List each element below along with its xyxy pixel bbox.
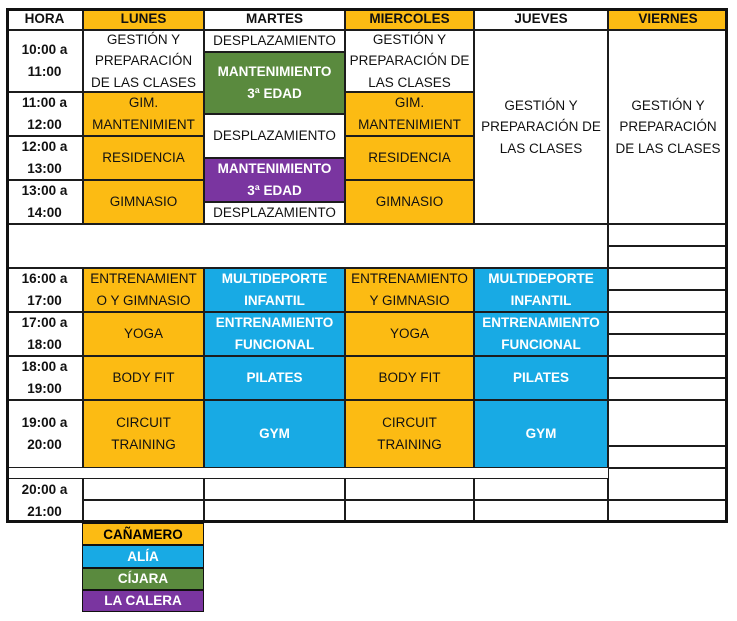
legend-item-canamero: CAÑAMERO [82,523,204,545]
hour-label: 18:00 a 19:00 [6,356,83,400]
lunes-body-fit: BODY FIT [83,356,204,400]
empty-cell [608,312,728,334]
empty-cell [608,468,728,500]
martes-desplazamiento: DESPLAZAMIENTO [204,114,345,158]
hour-label: 17:00 a 18:00 [6,312,83,356]
empty-cell [608,378,728,400]
empty-cell [83,478,204,500]
martes-entrenamiento-funcional: ENTRENAMIENTO FUNCIONAL [204,312,345,356]
empty-cell [83,500,204,523]
miercoles-gim-mantenimiento: GIM. MANTENIMIENT [345,92,474,136]
empty-cell [608,268,728,290]
empty-cell [608,290,728,312]
miercoles-entrenamiento: ENTRENAMIENTO Y GIMNASIO [345,268,474,312]
martes-desplazamiento: DESPLAZAMIENTO [204,202,345,224]
hour-label: 11:00 a 12:00 [6,92,83,136]
hour-label: 20:00 a 21:00 [6,478,83,523]
empty-cell [204,500,345,523]
viernes-gestion: GESTIÓN Y PREPARACIÓN DE LAS CLASES [608,30,728,224]
lunes-residencia: RESIDENCIA [83,136,204,180]
martes-pilates: PILATES [204,356,345,400]
header-martes: MARTES [204,8,345,30]
empty-cell [608,500,728,523]
lunch-break-row [6,224,608,268]
empty-cell [204,478,345,500]
jueves-entrenamiento-funcional: ENTRENAMIENTO FUNCIONAL [474,312,608,356]
lunes-gestion: GESTIÓN Y PREPARACIÓN DE LAS CLASES [83,30,204,92]
empty-cell [608,356,728,378]
martes-mantenimiento-cijara: MANTENIMIENTO 3ª EDAD [204,52,345,114]
color-legend [82,523,204,612]
hour-label: 10:00 a 11:00 [6,30,83,92]
empty-cell [474,478,608,500]
martes-desplazamiento: DESPLAZAMIENTO [204,30,345,52]
header-viernes: VIERNES [608,8,728,30]
empty-cell [608,446,728,468]
legend-item-cijara: CÍJARA [82,568,204,590]
header-lunes: LUNES [83,8,204,30]
miercoles-gimnasio: GIMNASIO [345,180,474,224]
lunes-circuit-training: CIRCUIT TRAINING [83,400,204,468]
empty-cell [608,334,728,356]
jueves-gestion: GESTIÓN Y PREPARACIÓN DE LAS CLASES [474,30,608,224]
martes-multideporte: MULTIDEPORTE INFANTIL [204,268,345,312]
martes-gym: GYM [204,400,345,468]
jueves-gym: GYM [474,400,608,468]
jueves-pilates: PILATES [474,356,608,400]
miercoles-yoga: YOGA [345,312,474,356]
miercoles-body-fit: BODY FIT [345,356,474,400]
schedule-table [6,8,728,523]
legend-item-la-calera: LA CALERA [82,590,204,612]
empty-cell [608,224,728,246]
empty-cell [345,478,474,500]
header-miercoles: MIERCOLES [345,8,474,30]
lunes-yoga: YOGA [83,312,204,356]
lunes-entrenamiento: ENTRENAMIENT O Y GIMNASIO [83,268,204,312]
empty-cell [608,400,728,446]
lunes-gimnasio: GIMNASIO [83,180,204,224]
hour-label: 16:00 a 17:00 [6,268,83,312]
hour-label: 13:00 a 14:00 [6,180,83,224]
hour-label: 12:00 a 13:00 [6,136,83,180]
empty-cell [474,500,608,523]
header-hora: HORA [6,8,83,30]
hour-label: 19:00 a 20:00 [6,400,83,468]
legend-item-alia: ALÍA [82,545,204,567]
miercoles-residencia: RESIDENCIA [345,136,474,180]
lunes-gim-mantenimiento: GIM. MANTENIMIENT [83,92,204,136]
martes-mantenimiento-la-calera: MANTENIMIENTO 3ª EDAD [204,158,345,202]
empty-cell [608,246,728,268]
miercoles-circuit-training: CIRCUIT TRAINING [345,400,474,468]
empty-cell [345,500,474,523]
miercoles-gestion: GESTIÓN Y PREPARACIÓN DE LAS CLASES [345,30,474,92]
header-jueves: JUEVES [474,8,608,30]
jueves-multideporte: MULTIDEPORTE INFANTIL [474,268,608,312]
